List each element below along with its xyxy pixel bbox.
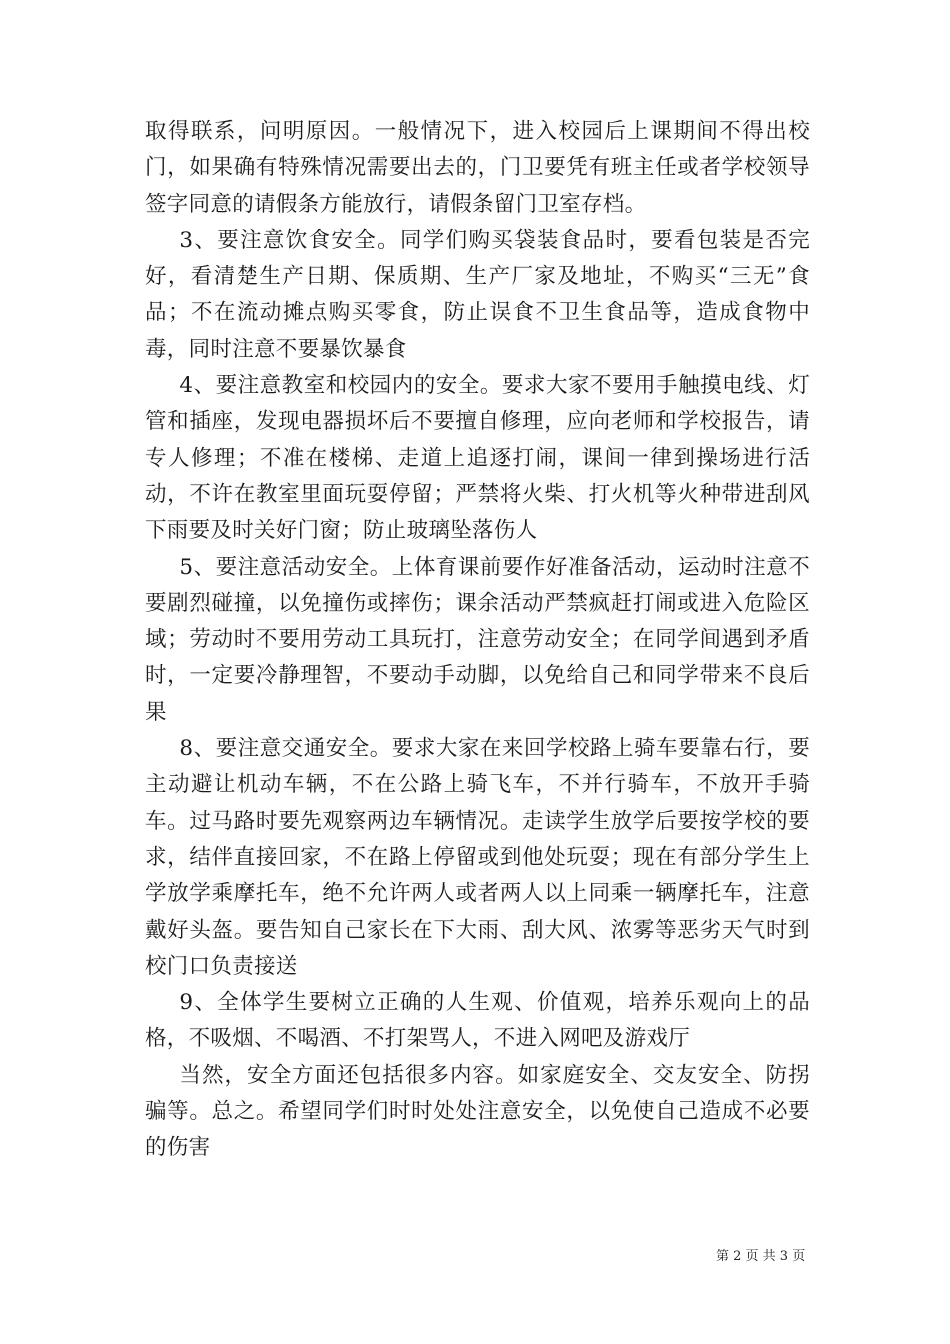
paragraph-activity-safety: 5、要注意活动安全。上体育课前要作好准备活动，运动时注意不要剧烈碰撞，以免撞伤或摔伤；课余活动严禁疯赶打闹或进入危险区域；劳动时不要用劳动工具玩打，注意劳动安全；在同学间遇到矛盾时，一定要冷静理智，不要动手动脚，以免给自己和同学带来不良后果 [145, 554, 810, 725]
paragraph-food-safety: 3、要注意饮食安全。同学们购买袋装食品时，要看包装是否完好，看清楚生产日期、保质期、生产厂家及地址，不购买“三无”食品；不在流动摊点购买零食，防止误食不卫生食品等，造成食物中毒，同时注意不要暴饮暴食 [145, 227, 810, 362]
document-body [145, 114, 810, 1167]
paragraph-traffic-safety: 8、要注意交通安全。要求大家在来回学校路上骑车要靠右行，要主动避让机动车辆，不在公路上骑飞车，不并行骑车，不放开手骑车。过马路时要先观察两边车辆情况。走读学生放学后要按学校的要求，结伴直接回家，不在路上停留或到他处玩耍；现在有部分学生上学放学乘摩托车，绝不允许两人或者两人以上同乘一辆摩托车，注意戴好头盔。要告知自己家长在下大雨、刮大风、浓雾等恶劣天气时到校门口负责接送 [145, 736, 810, 979]
paragraph-classroom-safety: 4、要注意教室和校园内的安全。要求大家不要用手触摸电线、灯管和插座，发现电器损坏后不要擅自修理，应向老师和学校报告，请专人修理；不准在楼梯、走道上追逐打闹，课间一律到操场进行活动，不许在教室里面玩耍停留；严禁将火柴、打火机等火种带进刮风下雨要及时关好门窗；防止玻璃坠落伤人 [145, 373, 810, 544]
page-number-footer: 第 2 页 共 3 页 [716, 1249, 806, 1264]
paragraph-conclusion: 当然，安全方面还包括很多内容。如家庭安全、交友安全、防拐骗等。总之。希望同学们时时处处注意安全，以免使自己造成不必要的伤害 [145, 1062, 810, 1161]
paragraph-values: 9、全体学生要树立正确的人生观、价值观，培养乐观向上的品格，不吸烟、不喝酒、不打架骂人，不进入网吧及游戏厅 [145, 990, 810, 1052]
paragraph-contact-reason: 取得联系，问明原因。一般情况下，进入校园后上课期间不得出校门，如果确有特殊情况需要出去的，门卫要凭有班主任或者学校领导签字同意的请假条方能放行，请假条留门卫室存档。 [145, 119, 810, 217]
